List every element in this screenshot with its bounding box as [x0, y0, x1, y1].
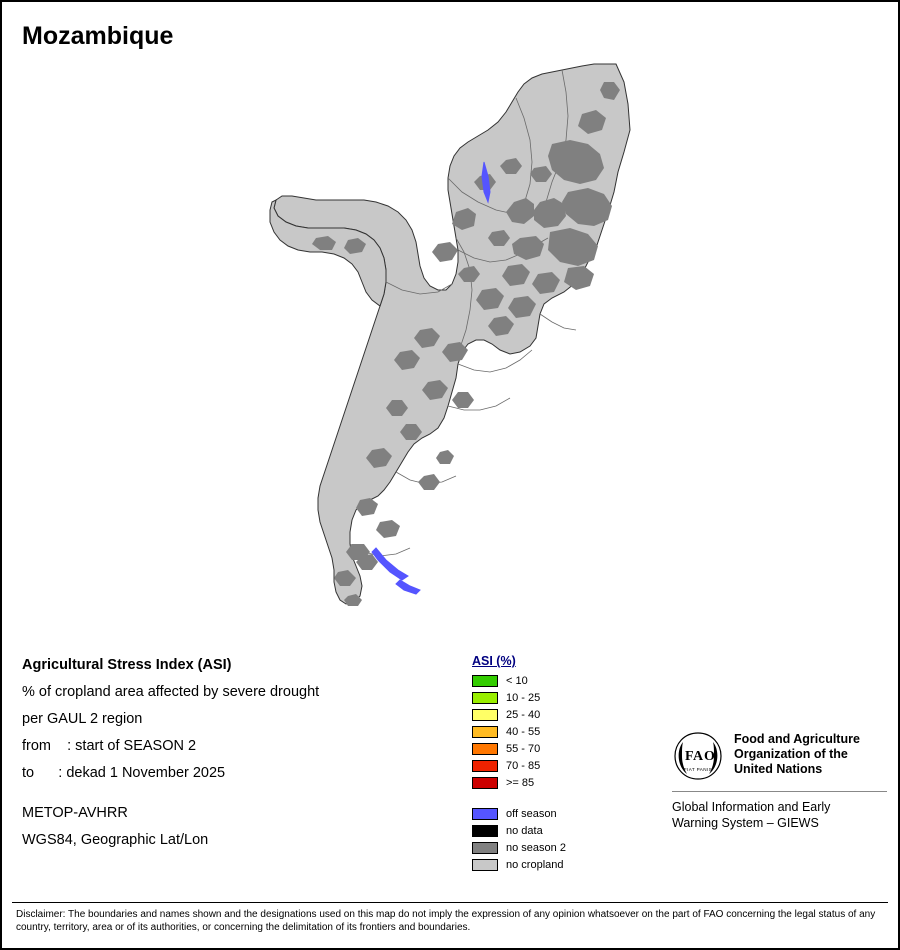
legend-label: 10 - 25: [506, 692, 541, 704]
legend-item: [472, 857, 662, 873]
caption-line-from: from : start of SEASON 2: [22, 738, 197, 754]
legend-label: >= 85: [506, 777, 535, 789]
fao-org-line-1: Food and Agriculture: [734, 732, 860, 746]
legend-item: [472, 806, 662, 822]
caption-projection: WGS84, Geographic Lat/Lon: [22, 832, 209, 848]
caption-line-1: % of cropland area affected by severe drought: [22, 684, 320, 700]
caption-spacer: [22, 792, 452, 805]
legend-label: off season: [506, 808, 557, 820]
fao-org-line-3: United Nations: [734, 762, 823, 776]
fao-header: [672, 730, 887, 782]
legend-item: [472, 823, 662, 839]
legend-item: [472, 775, 662, 791]
mozambique-map-svg: [252, 52, 672, 622]
legend-label: < 10: [506, 675, 528, 687]
legend-label: no cropland: [506, 859, 564, 871]
divider: [672, 791, 887, 792]
map-canvas: [252, 52, 672, 622]
legend-swatch-icon: [472, 692, 498, 704]
fao-logo-icon: [672, 730, 724, 782]
giews-label: [672, 799, 887, 831]
fao-organization-name: [734, 730, 860, 777]
legend-label: 40 - 55: [506, 726, 541, 738]
legend-swatch-icon: [472, 859, 498, 871]
page-title: Mozambique: [22, 22, 174, 50]
svg-text:O: O: [704, 749, 715, 764]
disclaimer-text: Disclaimer: The boundaries and names shown and the designations used on this map do not imply the expression of any opinion whatsoever on the part of FAO concerning the legal status of any country, territory, area or of its authorities, or concerning the delimitation of its frontiers and boundaries.: [16, 909, 876, 933]
legend-swatch-icon: [472, 777, 498, 789]
legend-item: [472, 673, 662, 689]
legend-spacer: [472, 792, 662, 806]
legend-label: no season 2: [506, 842, 566, 854]
legend-label: 70 - 85: [506, 760, 541, 772]
fao-org-line-2: Organization of the: [734, 747, 848, 761]
legend-title: ASI (%): [472, 654, 516, 668]
svg-text:FIAT PANIS: FIAT PANIS: [683, 767, 713, 772]
svg-text:A: A: [693, 749, 704, 764]
legend-block: [472, 654, 662, 874]
legend-swatch-icon: [472, 726, 498, 738]
caption-line-2: per GAUL 2 region: [22, 711, 143, 727]
giews-line-1: Global Information and Early: [672, 800, 831, 814]
legend-label: 25 - 40: [506, 709, 541, 721]
fao-branding-block: [672, 730, 887, 831]
svg-text:F: F: [685, 749, 694, 764]
caption-heading: Agricultural Stress Index (ASI): [22, 657, 232, 673]
legend-swatch-icon: [472, 760, 498, 772]
legend-swatch-icon: [472, 675, 498, 687]
giews-line-2: Warning System – GIEWS: [672, 816, 819, 830]
legend-item: [472, 724, 662, 740]
legend-item: [472, 840, 662, 856]
caption-sensor: METOP-AVHRR: [22, 805, 128, 821]
legend-swatch-icon: [472, 808, 498, 820]
legend-item: [472, 741, 662, 757]
divider: [12, 902, 888, 903]
caption-line-to: to : dekad 1 November 2025: [22, 765, 226, 781]
legend-swatch-icon: [472, 825, 498, 837]
legend-swatch-icon: [472, 709, 498, 721]
legend-swatch-icon: [472, 743, 498, 755]
caption-block: [22, 657, 452, 859]
legend-item: [472, 690, 662, 706]
legend-swatch-icon: [472, 842, 498, 854]
legend-item: [472, 707, 662, 723]
legend-label: no data: [506, 825, 543, 837]
legend-label: 55 - 70: [506, 743, 541, 755]
legend-item: [472, 758, 662, 774]
